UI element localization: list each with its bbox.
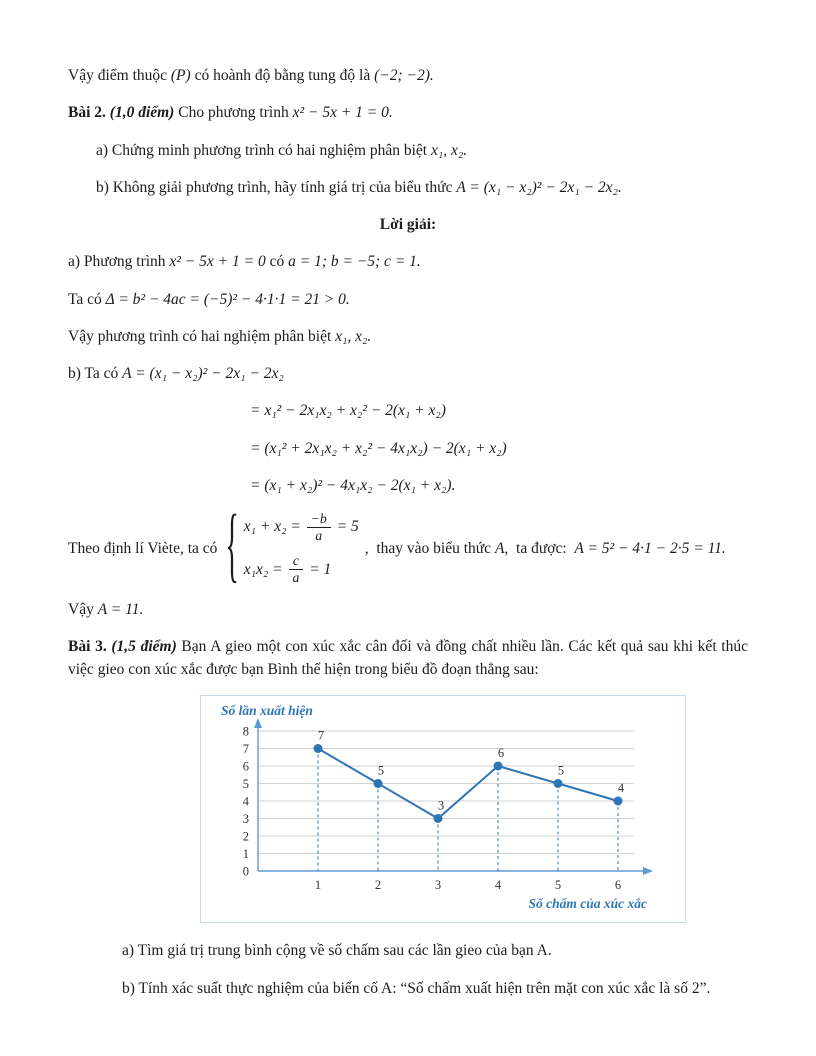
math-run: = 1: [305, 560, 332, 578]
math-run: (−2; −2).: [374, 67, 434, 84]
y-tick-label: 3: [242, 812, 249, 827]
solution-a-line1: [68, 250, 748, 273]
text-run: có: [265, 253, 289, 271]
y-tick-label: 2: [242, 829, 249, 844]
text-run: , thay vào biểu thức: [364, 539, 495, 557]
text-run: Theo định lí Viète, ta có: [68, 539, 222, 557]
fraction-numerator: c: [289, 553, 303, 570]
math-run: (P): [170, 67, 191, 84]
text-run: Vậy: [68, 600, 98, 618]
fraction-denominator: a: [315, 527, 323, 543]
viete-theorem-line: [68, 500, 748, 594]
frequency-line-chart-svg: [201, 701, 683, 915]
point-label: 6: [497, 746, 505, 761]
x-tick-label: 6: [614, 878, 622, 893]
x-tick-label: 4: [494, 878, 502, 893]
bai3-part-b: b) Tính xác suất thực nghiệm của biến cố A: “Số chấm xuất hiện trên mặt con xúc xắc là số 2”.: [122, 979, 711, 997]
x-tick-label: 2: [374, 878, 382, 893]
equation-product: [244, 553, 359, 585]
math-run: x₁, x₂.: [335, 327, 372, 345]
problem-points: (1,5 điểm): [111, 637, 177, 655]
math-run: x² − 5x + 1 = 0: [169, 253, 266, 271]
data-point: [494, 762, 503, 771]
text-run: b) Ta có: [68, 365, 123, 382]
data-point: [434, 814, 443, 823]
fraction-numerator: −b: [307, 511, 331, 528]
math-run: x₁, x₂.: [430, 141, 468, 159]
data-point: [554, 779, 563, 788]
equation-system: [225, 500, 359, 594]
solution-heading: Lời giải:: [379, 216, 437, 233]
text-run: có hoành độ bằng tung độ là: [190, 67, 375, 84]
solution-a-line2: [68, 288, 748, 311]
data-point: [374, 779, 383, 788]
y-tick-label: 5: [242, 777, 249, 792]
problem-label: Bài 2.: [68, 104, 110, 122]
paragraph-previous-conclusion: [68, 64, 748, 87]
bai3-part-a: a) Tìm giá trị trung bình cộng về số chấm sau các lần gieo của bạn A.: [122, 942, 552, 960]
y-tick-label: 1: [242, 847, 249, 862]
heading-bai3: [68, 635, 748, 682]
math-run: = 5: [332, 518, 359, 536]
point-label: 4: [617, 781, 625, 796]
text-run: a) Chứng minh phương trình có hai nghiệm phân biệt: [96, 141, 431, 159]
bai2-part-b: [68, 176, 748, 199]
point-label: 5: [557, 763, 565, 778]
equation-sum: [244, 511, 359, 543]
text-run: Vậy điểm thuộc: [68, 67, 171, 84]
text-run: ta được:: [508, 539, 575, 557]
heading-bai2: [68, 101, 748, 124]
math-run: x² − 5x + 1 = 0.: [292, 104, 393, 122]
solution-b-line1: [68, 362, 748, 385]
solution-a-line3: [68, 325, 748, 348]
math-run: A = 5² − 4·1 − 2·5 = 11.: [574, 539, 726, 557]
frequency-line-chart: [200, 695, 686, 923]
x-axis-title: Số chấm của xúc xắc: [528, 896, 647, 912]
text-run: b) Không giải phương trình, hãy tính giá trị của biểu thức: [96, 178, 457, 196]
bai2-part-a: [68, 139, 748, 162]
y-axis-title: Số lần xuất hiện: [221, 703, 313, 719]
x-tick-label: 3: [434, 878, 442, 893]
fraction: [289, 553, 304, 585]
system-brace: {: [225, 500, 239, 594]
problem-points: (1,0 điểm): [109, 104, 175, 122]
math-run: x₁ + x₂ =: [243, 518, 305, 536]
math-run: A,: [494, 539, 509, 557]
math-run: A = (x₁ − x₂)² − 2x₁ − 2x₂.: [456, 178, 622, 196]
text-run: Bạn A gieo một con xúc xắc cân đối và đồng chất nhiều lần. Các kết quả sau khi kết thúc việc gieo con xúc xắc được bạn Bình thể hiện trong biểu đồ đoạn thẳng sau:: [68, 637, 748, 679]
y-tick-label: 8: [242, 724, 249, 739]
y-tick-label: 6: [242, 759, 249, 774]
system-equations: [244, 511, 359, 586]
fraction: [307, 511, 331, 543]
text-run: Vậy phương trình có hai nghiệm phân biệt: [68, 327, 336, 345]
x-tick-label: 1: [314, 878, 322, 893]
point-label: 7: [317, 728, 325, 743]
text-run: Ta có: [68, 290, 106, 308]
text-run: Cho phương trình: [174, 104, 293, 122]
math-run: x₁x₂ =: [243, 560, 287, 578]
math-run: a = 1; b = −5; c = 1.: [288, 253, 421, 271]
problem-label: Bài 3.: [68, 637, 112, 655]
equation-line: = (x₁² + 2x₁x₂ + x₂² − 4x₁x₂) − 2(x₁ + x₂): [250, 439, 507, 457]
y-tick-label: 7: [242, 742, 249, 757]
solution-b-conclusion: [68, 598, 748, 621]
y-tick-label: 4: [242, 794, 249, 809]
equation-line: = x₁² − 2x₁x₂ + x₂² − 2(x₁ + x₂): [250, 402, 446, 420]
point-label: 3: [437, 798, 445, 813]
point-label: 5: [377, 763, 385, 778]
data-point: [614, 797, 623, 806]
text-run: a) Phương trình: [68, 253, 170, 271]
data-point: [314, 744, 323, 753]
x-axis-arrow: [643, 867, 653, 875]
y-axis-arrow: [254, 718, 262, 728]
math-run: Δ = b² − 4ac = (−5)² − 4·1·1 = 21 > 0.: [105, 290, 350, 308]
math-run: A = 11.: [97, 600, 144, 618]
y-tick-label: 0: [242, 864, 249, 879]
fraction-denominator: a: [292, 570, 300, 586]
math-run: A = (x₁ − x₂)² − 2x₁ − 2x₂: [122, 365, 284, 382]
equation-line: = (x₁ + x₂)² − 4x₁x₂ − 2(x₁ + x₂).: [250, 476, 456, 494]
x-tick-label: 5: [554, 878, 562, 893]
